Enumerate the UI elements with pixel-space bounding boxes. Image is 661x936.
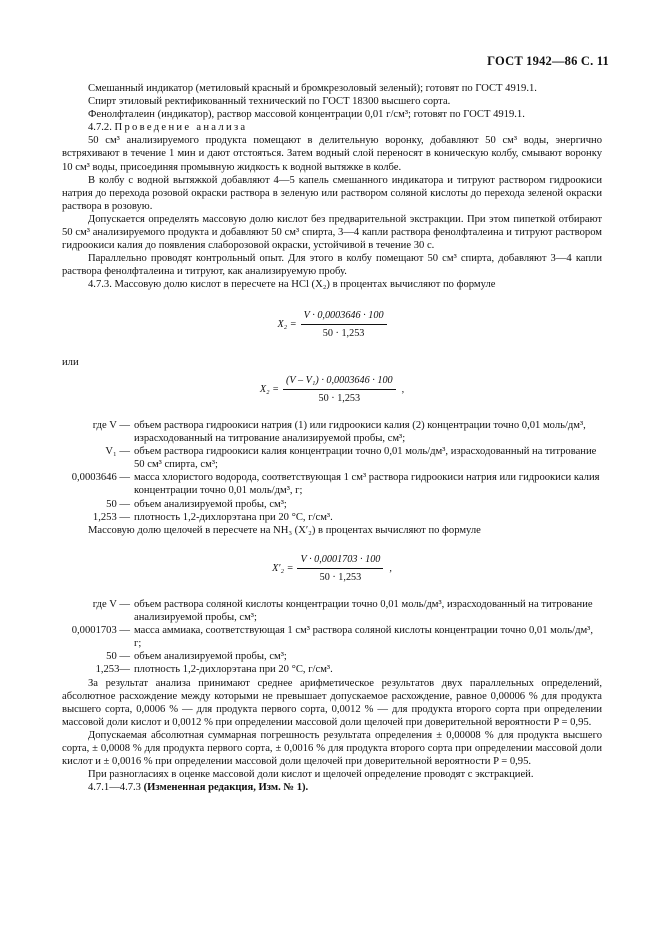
where-description: объем раствора гидроокиси калия концентрации точно 0,01 моль/дм³, израсходованный на титрование 50 см³ спирта, см³; (134, 446, 597, 471)
amendment-sections: 4.7.1—4.7.3 (88, 782, 141, 794)
paragraph-alkali: Массовую долю щелочей в пересчете на NH₃ (X′₂) в процентах вычисляют по формуле (88, 524, 481, 536)
where-description: плотность 1,2-дихлорэтана при 20 °С, г/см³. (134, 511, 333, 523)
where-term: 0,0003646 — (71, 472, 130, 484)
where-item (62, 498, 602, 511)
where-item (62, 419, 602, 445)
where-item (62, 471, 602, 497)
where-item (62, 511, 602, 524)
where-list-1 (62, 419, 602, 524)
where-term: V₁ — (105, 446, 130, 458)
where-item (62, 650, 602, 663)
where-term: 0,0001703 — (71, 625, 130, 637)
where-description: объем анализируемой пробы, см³; (134, 498, 287, 510)
paragraph-ethanol: Спирт этиловый ректификованный технический по ГОСТ 18300 высшего сорта. (88, 96, 451, 108)
where-description: масса хлористого водорода, соответствующая 1 см³ раствора гидроокиси натрия или гидроокиси калия концентрации точно 0,01 моль/дм³, г; (134, 472, 600, 497)
formula-tail: , (389, 562, 392, 574)
where-description: объем раствора гидроокиси натрия (1) или гидроокиси калия (2) концентрации точно 0,01 моль/дм³, израсходованный на титрование анализируемой пробы, см³; (134, 419, 586, 445)
where-description: плотность 1,2-дихлорэтана при 20 °С, г/см³. (134, 664, 333, 676)
paragraph-control-test: Параллельно проводят контрольный опыт. Для этого в колбу помещают 50 см³ спирта, добавляют 3—4 капли раствора фенолфталеина и титруют, как анализируемую пробу. (62, 253, 602, 278)
where-list-2 (62, 598, 602, 677)
where-term: 50 — (106, 498, 130, 510)
where-term: 1,253 — (92, 511, 130, 523)
formula-fraction (297, 553, 383, 584)
formula-fraction (301, 309, 387, 340)
formula-numerator: V · 0,0003646 · 100 (301, 309, 387, 325)
where-term: 1,253— (95, 664, 130, 676)
formula-tail: , (401, 383, 405, 395)
paragraph-4-7-3: 4.7.3. Массовую долю кислот в пересчете на HCl (X₂) в процентах вычисляют по формуле (88, 279, 496, 291)
paragraph-result: За результат анализа принимают среднее арифметическое результатов двух параллельных определений, абсолютное расхождение между которыми не превышает допускаемое расхождение, равное 0,00006 % для продукта высшего сорта, 0,0006 % — для продукта первого сорта, 0,0012 % — для продукта второго сорта при определении массовой доли кислот и 0,0012 % при определении массовой доли щелочей при доверительной вероятности P = 0,95. (62, 677, 602, 728)
where-item (62, 445, 602, 471)
section-number: 4.7.2. (88, 122, 112, 134)
page-header: ГОСТ 1942—86 С. 11 (487, 54, 609, 68)
document-body (62, 82, 602, 794)
paragraph-error: Допускаемая абсолютная суммарная погрешность результата определения ± 0,00008 % для продукта высшего сорта, ± 0,0008 % для продукта первого сорта, ± 0,0016 % для продукта второго сорта при определении массовой доли кислот и ± 0,0016 % при определении массовой доли щелочей при доверительной вероятности P = 0,95. (62, 729, 602, 768)
paragraph-disagreement: При разногласиях в оценке массовой доли кислот и щелочей определение проводят с экстракцией. (88, 769, 534, 781)
where-description: объем раствора соляной кислоты концентрации точно 0,01 моль/дм³, израсходованный на титрование анализируемой пробы, см³; (134, 599, 593, 624)
formula-x2-alt (62, 374, 602, 405)
or-label: или (62, 356, 79, 368)
formula-lhs: X₂ = (277, 318, 297, 330)
paragraph-indicator: Смешанный индикатор (метиловый красный и бромкрезоловый зеленый); готовят по ГОСТ 4919.1. (88, 83, 537, 94)
formula-denominator: 50 · 1,253 (322, 327, 365, 339)
formula-x2 (62, 309, 602, 340)
formula-denominator: 50 · 1,253 (318, 392, 361, 404)
amendment-note: (Измененная редакция, Изм. № 1). (143, 782, 309, 794)
where-term: 50 — (106, 651, 130, 663)
paragraph-titration: В колбу с водной вытяжкой добавляют 4—5 капель смешанного индикатора и титруют раствором гидроокиси натрия до перехода розовой окраски раствора в зеленую или раствором соляной кислоты до перехода зеленой окраски раствора в розовую. (62, 174, 602, 212)
formula-numerator: (V – V₁) · 0,0003646 · 100 (283, 374, 396, 390)
paragraph-no-extraction: Допускается определять массовую долю кислот без предварительной экстракции. При этом пипеткой отбирают 50 см³ анализируемого продукта и добавляют 50 см³ спирта, 3—4 капли раствора фенолфталеина и титруют раствором гидроокиси калия до появления слаборозовой окраски, устойчивой в течение 30 с. (62, 213, 602, 252)
where-item (62, 624, 602, 650)
where-description: масса аммиака, соответствующая 1 см³ раствора соляной кислоты концентрации точно 0,01 моль/дм³, г; (134, 625, 593, 650)
paragraph-phenolphthalein: Фенолфталеин (индикатор), раствор массовой концентрации 0,01 г/см³; готовят по ГОСТ 4919.1. (88, 109, 525, 121)
where-description: объем анализируемой пробы, см³; (134, 651, 287, 663)
paragraph-procedure: 50 см³ анализируемого продукта помещают в делительную воронку, добавляют 50 см³ воды, энергично встряхивают в течение 1 мин и дают отстояться. Затем водный слой переносят в коническую колбу, смывают воронку 10 см³ воды, присоединяя промывную жидкость к водной вытяжке в колбе. (62, 135, 602, 173)
section-title: Проведение анализа (114, 122, 248, 134)
formula-fraction (283, 374, 396, 405)
where-item (62, 663, 602, 676)
formula-lhs: X′₂ = (272, 562, 294, 574)
paragraph-amendment (62, 781, 602, 794)
formula-numerator: V · 0,0001703 · 100 (297, 553, 383, 569)
section-4-7-2-heading (62, 121, 602, 134)
formula-x2-prime (62, 553, 602, 584)
where-term: где V — (92, 419, 130, 431)
formula-lhs: X₂ = (259, 383, 279, 395)
where-term: где V — (92, 599, 130, 610)
formula-denominator: 50 · 1,253 (319, 571, 362, 583)
where-item (62, 598, 602, 624)
